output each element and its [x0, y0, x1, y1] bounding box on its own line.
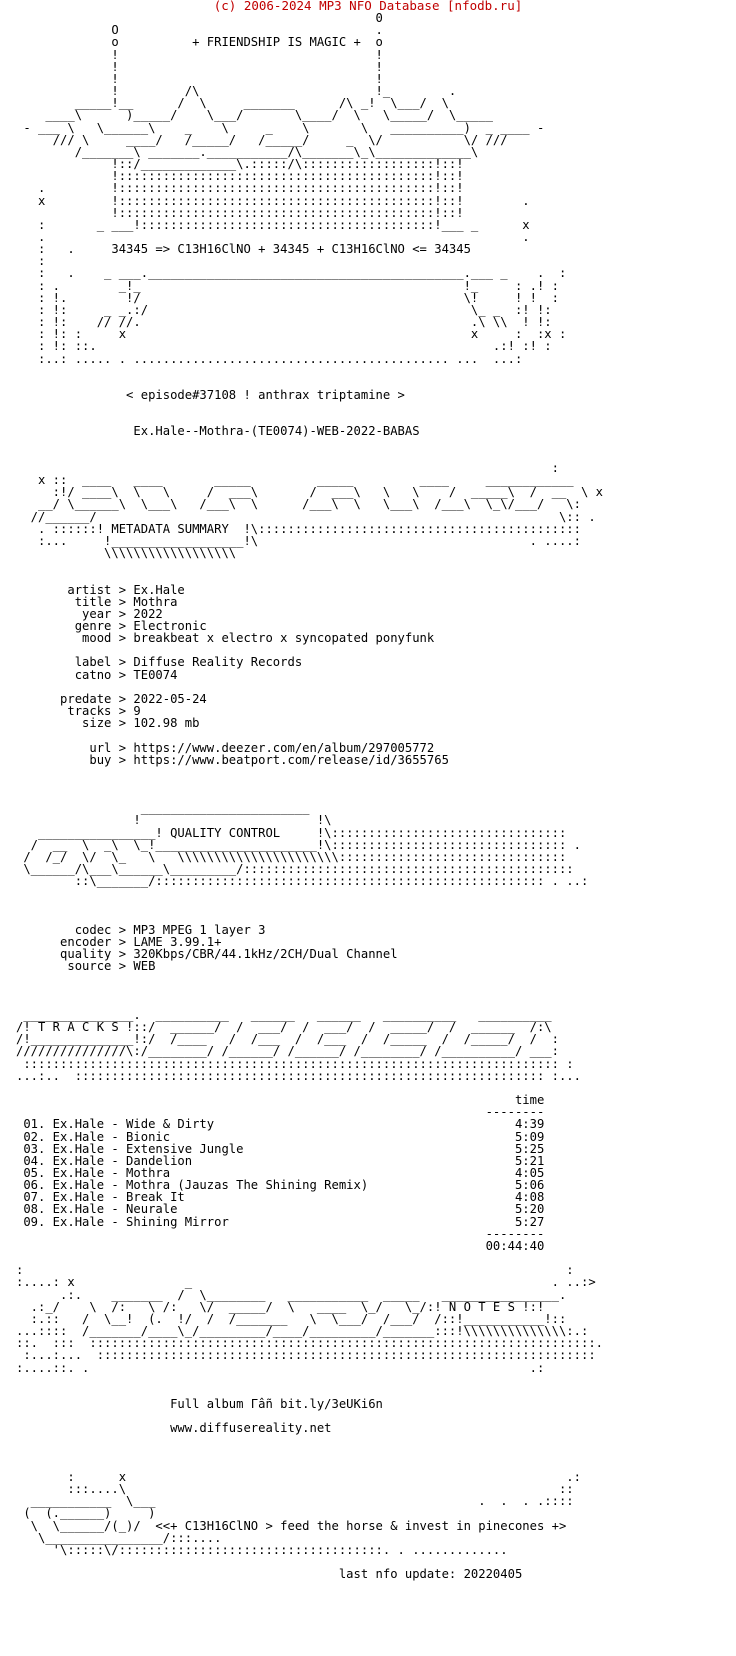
- nfodb-header: (c) 2006-2024 MP3 NFO Database [nfodb.ru]: [213, 0, 523, 13]
- nfo-text: 0 O . o + FRIENDSHIP IS MAGIC + o ! ! ! ! ! ! ! /\ !_ . _____!__ / \ _______ /\ _! \___/ \ ____\ )_____/ \___/ \____/ \ \_____/ \_____ - ___ \ \______\ _ \ _ \ \ __________) _ ____ - /// \ ____/ /_____/ /_____/ _ \/ \/ /// /_______\ _______.___________/\_______\_\_____________\ !::/_____________\.:::::/\::::::::::::::::::!::! !:::::::::::::::::::::::::::::::::::::::::::!::! . !:::::::::::::::::::::::::::::::::::::::::::!::! x !:::::::::::::::::::::::::::::::::::::::::::!::! . !:::::::::::::::::::::::::::::::::::::::::::!::! : _ ___!::::::::::::::::::::::::::::::::::::::::!___ _ x . . : . 34345 => C13H16ClNO + 34345 + C13H16ClNO <= 34345 : : . _ ___.___________________________________________.___ _ . : : . _!_ !_ : .! : : !. !/ \! ! ! : : !: _ _.:/ \_ _ :! !: : !: // //. .\ \\ ! !: : !: : x x : :x : : !: ::. .:! :! : :..: ..... . ........................................... ... ...: < episode#37108 ! anthrax triptamine > Ex.Hale--Mothra-(TE0074)-WEB-2022-BABAS : x :: ____ ____ _____ _____ ____ ____________ :!/ ____\ \ \ / ___\ / ___\ \ \ / _____\ / __ \ x __/ \______\ \___\ /___\ \ /___\ \ \___\ /___\ \_\/___/ \: //______/ \:: . . ::::::! METADATA SUMMARY !\:::::::::::::::::::::::::::::::::::::::::::: :... !__________________!\ . ....: \\\\\\\\\\\\\\\\\\ artist > Ex.Hale title > Mothra year > 2022 genre > Electronic mood > breakbeat x electro x syncopated ponyfunk label > Diffuse Reality Records catno > TE0074 predate > 2022-05-24 tracks > 9 size > 102.98 mb url > https://www.deezer.com/en/album/297005772 buy > https://www.beatport.com/release/id/3655765 _______________________ ! !\ ________________! QUALITY CONTROL !\:::::::::::::::::::::::::::::::: / __ \ _\ \_!______________________!\:::::::::::::::::::::::::::::::: . / /_/ \/ \_ \ \\\\\\\\\\\\\\\\\\\\\\::::::::::::::::::::::::::::::: \______/\___\______\_________/::::::::::::::::::::::::::::::::::::::::::::: ::\_______/::::::::::::::::::::::::::::::::::::::::::::::::::::: . ..: codec > MP3 MPEG 1 layer 3 encoder > LAME 3.99.1+ quality > 320Kbps/CBR/44.1kHz/2CH/Dual Channel source > WEB _______________. __________ ______ ______ __________ __________ /! T R A C K S !::/ ______/ / ___/ / ___/ / _____/ / ______ /:\ /!______________!:/ /____ / /___ / /___ / /_____ / /_____/ / : ///////////////\:/________/ /______/ /______/ /________/ /__________/ ___: ::::::::::::::::::::::::::::::::::::::::::::::::::::::::::::::::::::::::: : ...:.. :::::::::::::::::::::::::::::::::::::::::::::::::::::::::::::::: :... time -------- 01. Ex.Hale - Wide & Dirty 4:39 02. Ex.Hale - Bionic 5:09 03. Ex.Hale - Extensive Jungle 5:25 04. Ex.Hale - Dandelion 5:21 05. Ex.Hale - Mothra 4:05 06. Ex.Hale - Mothra (Jauzas The Shining Remix) 5:06 07. Ex.Hale - Break It 4:08 08. Ex.Hale - Neurale 5:20 09. Ex.Hale - Shining Mirror 5:27 -------- 00:44:40 : : :....: x _ . ..:> .:. _______ / \________ ___________ _____ ________________. .:_/ \ /: \ /: \/ _____/ \ ____ \_/ \_/:! N O T E S !:! :.:: / \__! (. !/ / /_______ \ \___/ /___/ /::!___________!:: ...:::: /_______/____\_/_________/____/_________/_______:::!\\\\\\\\\\\\\\:.: ::. ::: :::::::::::::::::::::::::::::::::::::::::::::::::::::::::::::::::::::. :...:... :::::::::::::::::::::::::::::::::::::::::::::::::::::::::::::::::::: :....::. . .: Full album Гâñ bit.ly/3eUKi6n www.diffusereality.net : x .: :::....\ :: ___________ \___ . . . .:::: ( (.______) ) \ \______/(_)/ <<+ C13H16ClNO > feed the horse & invest in pinecones +> \________________/:::.... '\:::::\/::::::::::::::::::::::::::::::::::::. . ............. last nfo update: 20220405: [16, 11, 603, 1582]
